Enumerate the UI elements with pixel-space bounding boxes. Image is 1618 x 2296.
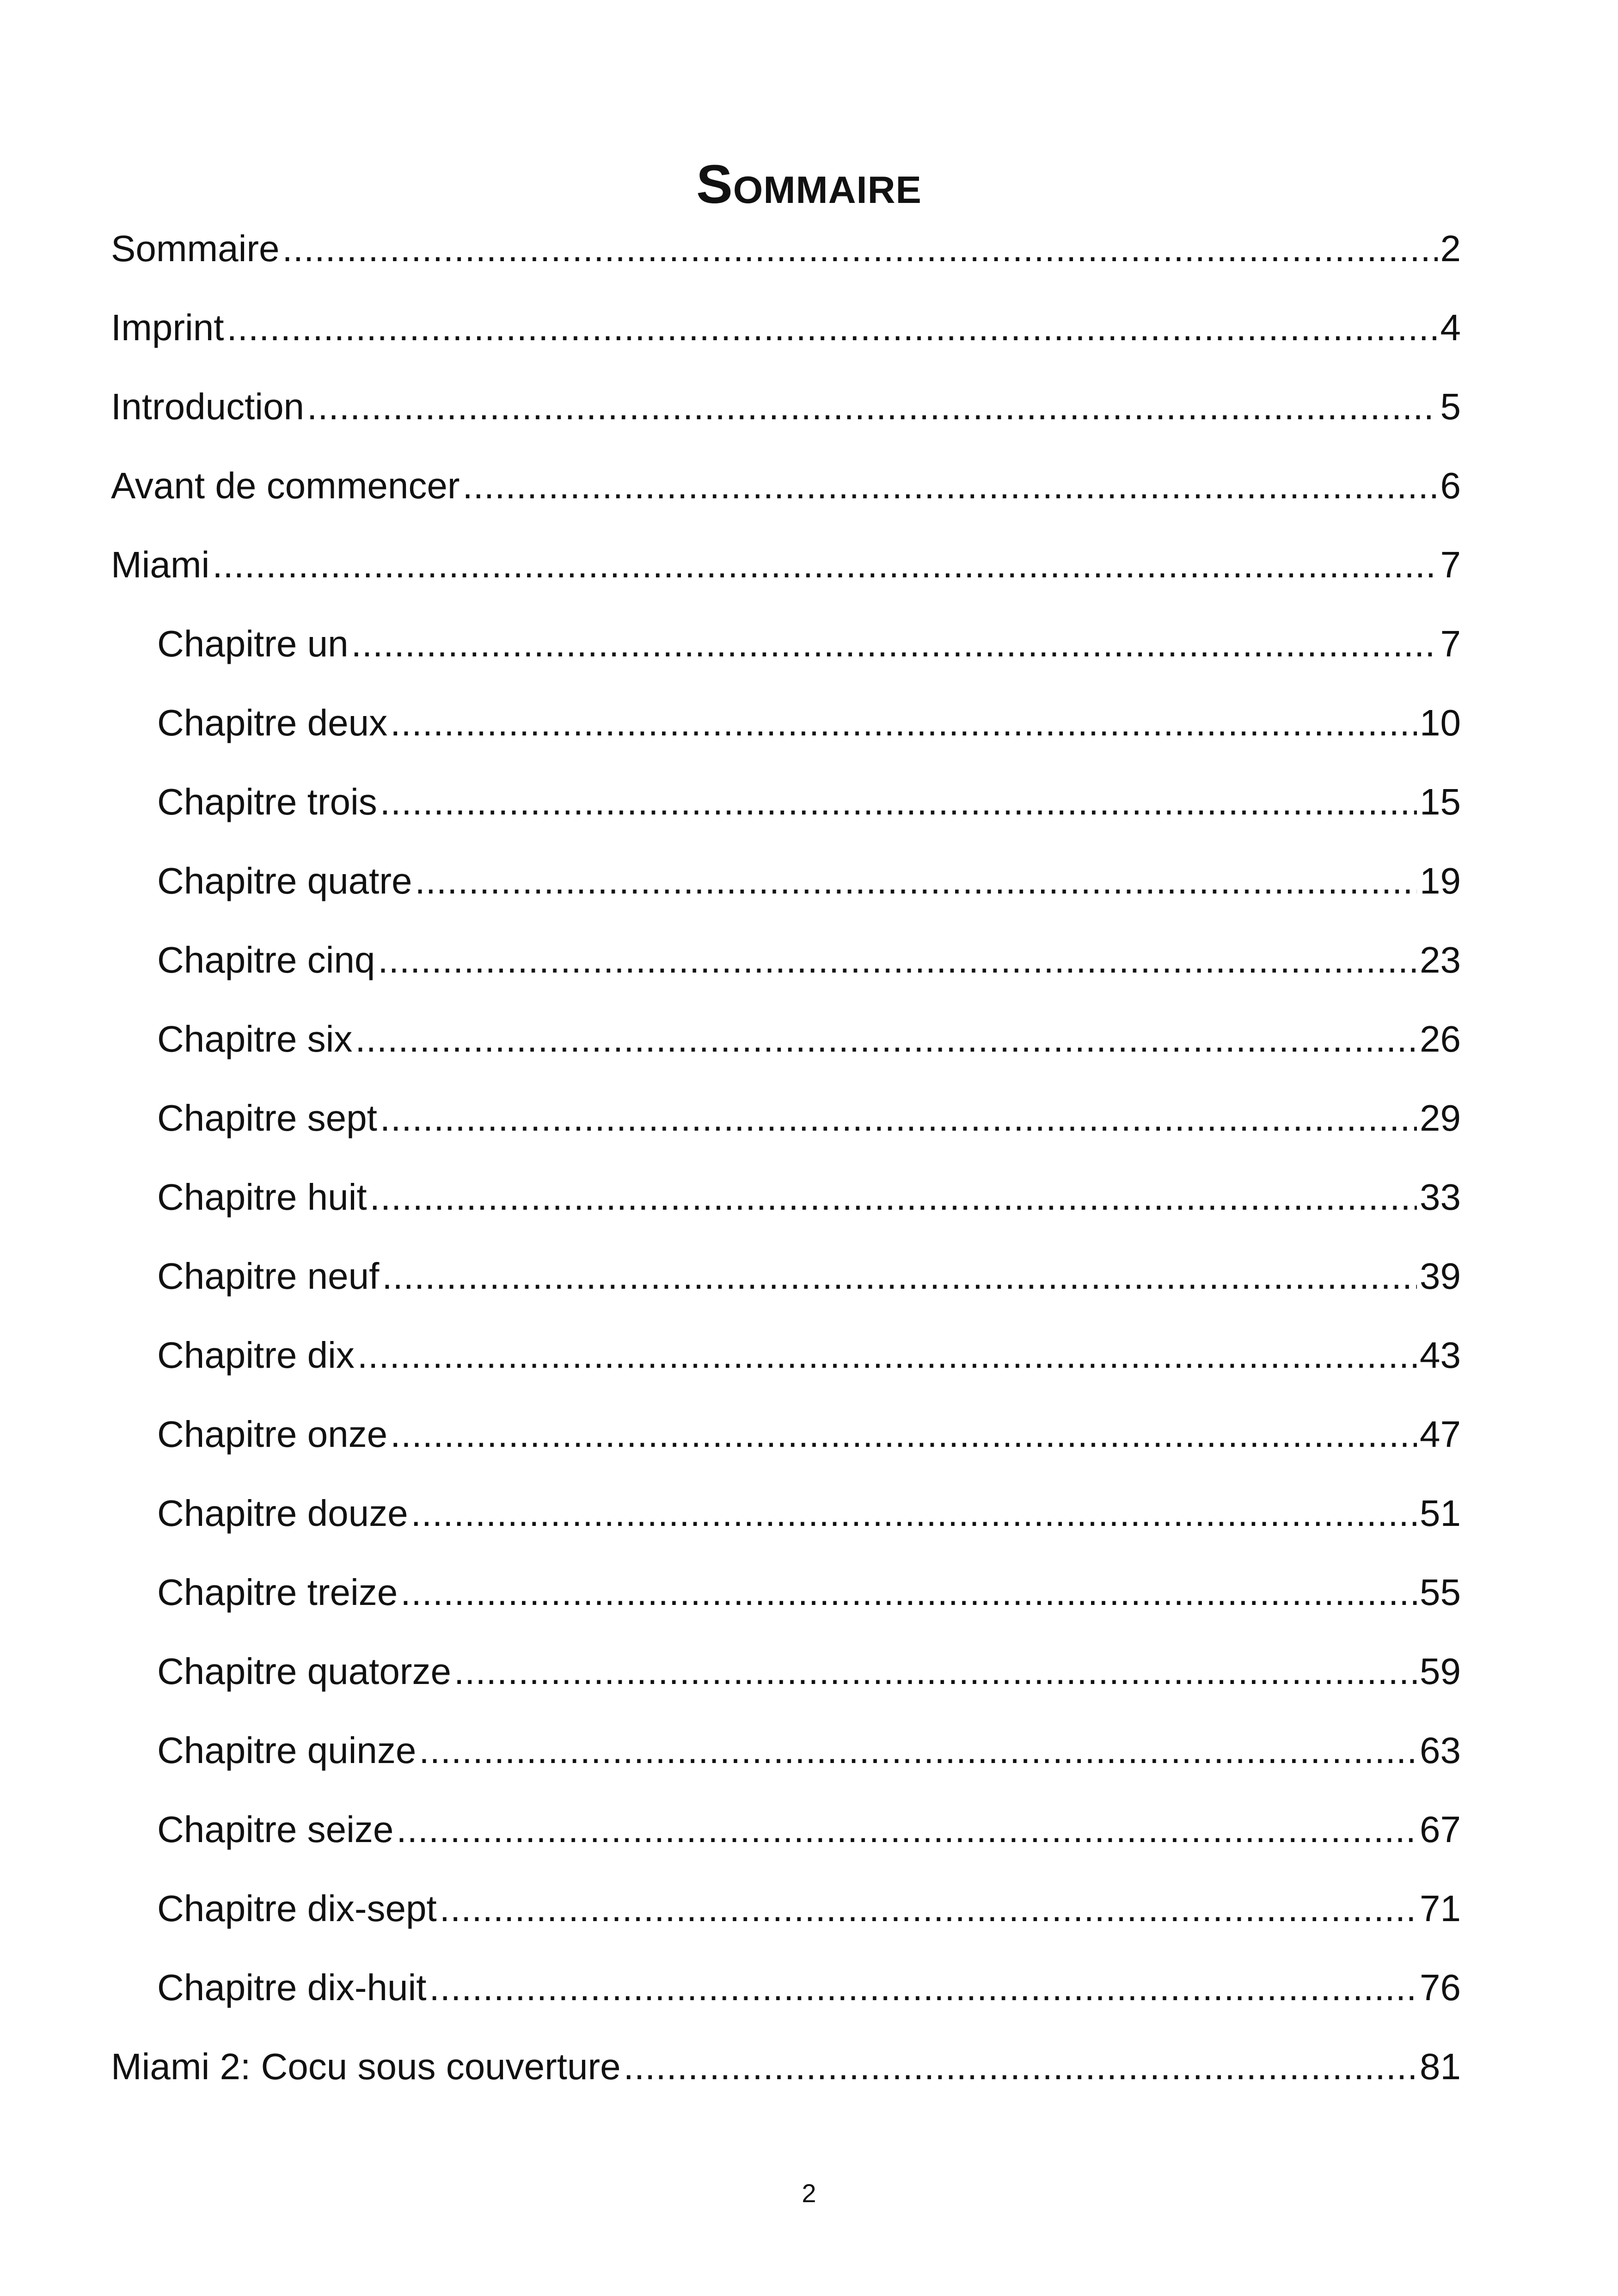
- toc-entry-label: Chapitre dix: [157, 1335, 355, 1376]
- dot-leader: [380, 762, 1417, 841]
- toc-entry-page: 67: [1420, 1809, 1461, 1850]
- toc-subentry[interactable]: [111, 841, 1461, 920]
- dot-leader: [382, 1237, 1417, 1316]
- toc-entry-page: 76: [1420, 1967, 1461, 2008]
- toc-entry[interactable]: [111, 288, 1461, 367]
- toc-entry-page: 47: [1420, 1414, 1461, 1455]
- dot-leader: [212, 525, 1437, 604]
- toc-entry-label: Chapitre sept: [157, 1097, 377, 1139]
- dot-leader: [357, 1316, 1417, 1395]
- toc-subentry[interactable]: [111, 1474, 1461, 1553]
- toc-entry-page: 55: [1420, 1572, 1461, 1613]
- table-of-contents: [111, 209, 1461, 2106]
- dot-leader: [378, 920, 1417, 999]
- toc-entry-page: 63: [1420, 1730, 1461, 1771]
- toc-entry[interactable]: [111, 2027, 1461, 2106]
- toc-entry-page: 81: [1420, 2046, 1461, 2087]
- toc-subentry[interactable]: [111, 1316, 1461, 1395]
- toc-entry-page: 29: [1420, 1097, 1461, 1139]
- toc-entry-page: 33: [1420, 1176, 1461, 1218]
- dot-leader: [390, 683, 1417, 762]
- dot-leader: [411, 1474, 1417, 1553]
- toc-entry-page: 26: [1420, 1018, 1461, 1059]
- toc-entry-label: Chapitre seize: [157, 1809, 394, 1850]
- toc-subentry[interactable]: [111, 1632, 1461, 1711]
- toc-entry-label: Chapitre treize: [157, 1572, 398, 1613]
- toc-entry-label: Chapitre deux: [157, 702, 388, 743]
- dot-leader: [351, 604, 1438, 683]
- toc-subentry[interactable]: [111, 762, 1461, 841]
- toc-entry-label: Chapitre six: [157, 1018, 353, 1059]
- dot-leader: [440, 1869, 1417, 1948]
- toc-entry[interactable]: [111, 525, 1461, 604]
- dot-leader: [390, 1395, 1417, 1474]
- toc-subentry[interactable]: [111, 1948, 1461, 2027]
- toc-entry-label: Chapitre quinze: [157, 1730, 417, 1771]
- toc-entry-label: Avant de commencer: [111, 465, 460, 506]
- toc-entry-label: Miami: [111, 544, 210, 585]
- toc-entry-page: 59: [1420, 1651, 1461, 1692]
- toc-entry-label: Chapitre quatre: [157, 860, 412, 901]
- toc-entry-label: Introduction: [111, 386, 305, 427]
- toc-subentry[interactable]: [111, 1237, 1461, 1316]
- toc-subentry[interactable]: [111, 1395, 1461, 1474]
- toc-entry-page: 23: [1420, 939, 1461, 980]
- dot-leader: [400, 1553, 1417, 1632]
- dot-leader: [429, 1948, 1417, 2027]
- toc-subentry[interactable]: [111, 1711, 1461, 1790]
- dot-leader: [415, 841, 1417, 920]
- toc-entry-label: Chapitre un: [157, 623, 349, 664]
- dot-leader: [370, 1157, 1417, 1237]
- toc-entry-label: Chapitre trois: [157, 781, 377, 822]
- toc-entry-page: 15: [1420, 781, 1461, 822]
- toc-entry-label: Chapitre dix-huit: [157, 1967, 427, 2008]
- toc-entry-page: 4: [1440, 307, 1461, 348]
- dot-leader: [355, 999, 1417, 1078]
- page-number: 2: [802, 2179, 816, 2208]
- toc-entry-page: 19: [1420, 860, 1461, 901]
- dot-leader: [380, 1078, 1417, 1157]
- toc-subentry[interactable]: [111, 604, 1461, 683]
- toc-entry-label: Chapitre onze: [157, 1414, 388, 1455]
- toc-entry-label: Chapitre huit: [157, 1176, 367, 1218]
- page-title: Sommaire: [696, 154, 922, 215]
- dot-leader: [396, 1790, 1417, 1869]
- toc-entry-label: Chapitre quatorze: [157, 1651, 451, 1692]
- toc-entry-page: 71: [1420, 1888, 1461, 1929]
- dot-leader: [227, 288, 1438, 367]
- dot-leader: [624, 2027, 1417, 2106]
- dot-leader: [282, 209, 1438, 288]
- dot-leader: [419, 1711, 1417, 1790]
- toc-entry[interactable]: [111, 446, 1461, 525]
- dot-leader: [462, 446, 1437, 525]
- toc-entry-page: 6: [1440, 465, 1461, 506]
- dot-leader: [307, 367, 1437, 446]
- toc-entry-label: Imprint: [111, 307, 224, 348]
- toc-entry-label: Chapitre cinq: [157, 939, 375, 980]
- toc-entry-page: 7: [1440, 544, 1461, 585]
- toc-entry-label: Chapitre douze: [157, 1493, 408, 1534]
- toc-subentry[interactable]: [111, 920, 1461, 999]
- toc-entry-page: 10: [1420, 702, 1461, 743]
- toc-entry-label: Sommaire: [111, 228, 280, 269]
- toc-subentry[interactable]: [111, 683, 1461, 762]
- dot-leader: [454, 1632, 1417, 1711]
- toc-entry-page: 2: [1440, 228, 1461, 269]
- toc-entry-label: Chapitre dix-sept: [157, 1888, 437, 1929]
- toc-subentry[interactable]: [111, 999, 1461, 1078]
- toc-entry[interactable]: [111, 209, 1461, 288]
- toc-subentry[interactable]: [111, 1869, 1461, 1948]
- toc-entry-page: 43: [1420, 1335, 1461, 1376]
- toc-subentry[interactable]: [111, 1157, 1461, 1237]
- toc-entry-page: 39: [1420, 1255, 1461, 1297]
- toc-entry-page: 7: [1440, 623, 1461, 664]
- toc-subentry[interactable]: [111, 1790, 1461, 1869]
- toc-entry-label: Miami 2: Cocu sous couverture: [111, 2046, 621, 2087]
- toc-subentry[interactable]: [111, 1553, 1461, 1632]
- toc-entry-page: 51: [1420, 1493, 1461, 1534]
- toc-entry-page: 5: [1440, 386, 1461, 427]
- toc-entry[interactable]: [111, 367, 1461, 446]
- toc-subentry[interactable]: [111, 1078, 1461, 1157]
- toc-entry-label: Chapitre neuf: [157, 1255, 380, 1297]
